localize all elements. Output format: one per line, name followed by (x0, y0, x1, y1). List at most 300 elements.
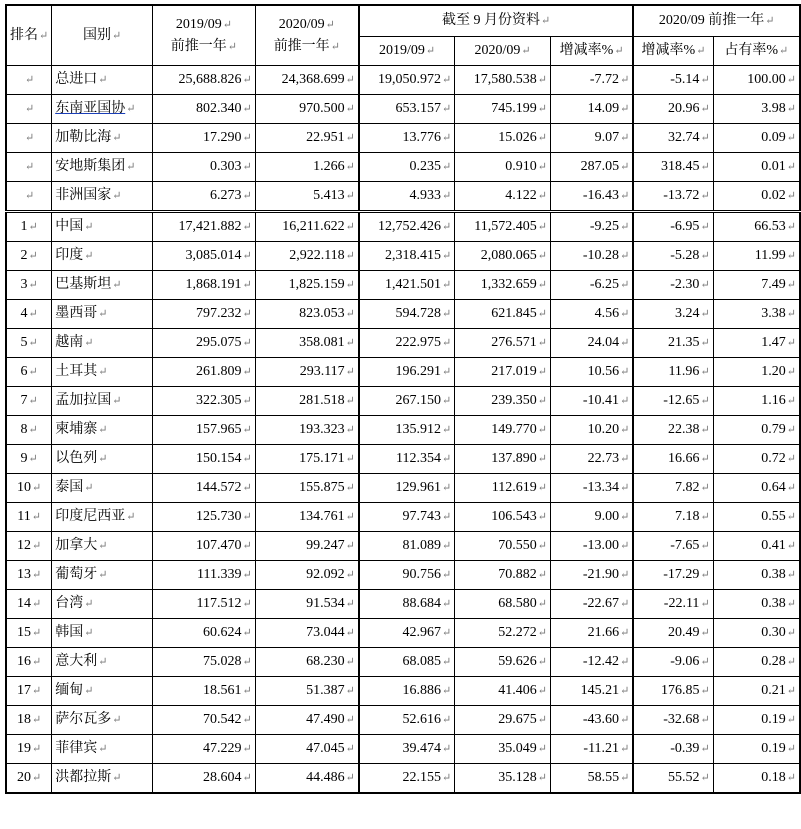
paragraph-mark-icon: ↵ (786, 366, 796, 378)
cum-2020-cell (455, 648, 551, 677)
paragraph-mark-icon: ↵ (98, 540, 108, 552)
growth2-cell-text: 11.96 (668, 364, 700, 379)
value-2019-cell-text: 47.229 (203, 741, 242, 756)
rank-cell (6, 242, 52, 271)
paragraph-mark-icon: ↵ (620, 221, 630, 233)
paragraph-mark-icon: ↵ (700, 279, 710, 291)
rank-cell (6, 445, 52, 474)
growth-cell-text: 10.20 (587, 422, 620, 437)
share-cell (713, 271, 800, 300)
paragraph-mark-icon: ↵ (537, 103, 547, 115)
paragraph-mark-icon: ↵ (98, 424, 108, 436)
paragraph-mark-icon: ↵ (537, 337, 547, 349)
paragraph-mark-icon: ↵ (345, 511, 355, 523)
share-cell (713, 532, 800, 561)
value-2019-cell (153, 182, 256, 212)
share-cell (713, 242, 800, 271)
cum-2020-cell (455, 503, 551, 532)
paragraph-mark-icon: ↵ (786, 190, 796, 202)
value-2019-cell-text: 797.232 (196, 306, 242, 321)
paragraph-mark-icon: ↵ (620, 103, 630, 115)
rank-cell (6, 212, 52, 242)
paragraph-mark-icon: ↵ (242, 598, 252, 610)
growth-cell-text: 10.56 (587, 364, 620, 379)
growth-cell (550, 706, 633, 735)
value-2020-cell-text: 91.534 (306, 596, 345, 611)
paragraph-mark-icon: ↵ (28, 453, 38, 465)
paragraph-mark-icon: ↵ (242, 308, 252, 320)
growth2-cell-text: -32.68 (663, 712, 700, 727)
rank-cell (6, 182, 52, 212)
paragraph-mark-icon: ↵ (32, 482, 42, 494)
value-2019-cell-text: 322.305 (196, 393, 242, 408)
share-cell-text: 1.16 (761, 393, 786, 408)
paragraph-mark-icon: ↵ (345, 482, 355, 494)
paragraph-mark-icon: ↵ (441, 395, 452, 407)
growth-cell (550, 416, 633, 445)
country-cell (52, 387, 153, 416)
country-cell (52, 153, 153, 182)
growth-cell (550, 532, 633, 561)
cum-2019-cell-text: 267.150 (395, 393, 441, 408)
growth-cell (550, 387, 633, 416)
paragraph-mark-icon: ↵ (537, 395, 547, 407)
paragraph-mark-icon: ↵ (112, 714, 122, 726)
paragraph-mark-icon: ↵ (786, 337, 796, 349)
rank-cell-text: 14 (17, 596, 31, 611)
paragraph-mark-icon: ↵ (620, 627, 630, 639)
value-2020-cell-text: 73.044 (306, 625, 345, 640)
value-2019-cell-text: 1,868.191 (185, 277, 242, 292)
country-cell (52, 300, 153, 329)
paragraph-mark-icon: ↵ (700, 540, 710, 552)
value-2020-cell-text: 134.761 (299, 509, 345, 524)
value-2020-cell (255, 387, 359, 416)
country-cell (52, 590, 153, 619)
paragraph-mark-icon: ↵ (32, 714, 42, 726)
import-table-wrapper (5, 4, 801, 794)
value-2020-cell-text: 22.951 (306, 130, 345, 145)
value-2019-cell (153, 590, 256, 619)
value-2020-cell-text: 44.486 (306, 770, 345, 785)
country-cell-text: 加拿大 (55, 538, 98, 553)
cum-2019-cell (359, 648, 455, 677)
paragraph-mark-icon: ↵ (25, 161, 35, 173)
paragraph-mark-icon: ↵ (28, 308, 38, 320)
value-2019-cell-text: 3,085.014 (185, 248, 242, 263)
value-2019-cell (153, 66, 256, 95)
paragraph-mark-icon: ↵ (441, 656, 452, 668)
cum-2020-cell-text: 745.199 (491, 101, 537, 116)
table-row (6, 300, 800, 329)
paragraph-mark-icon: ↵ (28, 424, 38, 436)
col-2020-header: 2020/09↵ 前推一年↵ (255, 5, 359, 66)
rank-cell-text: 10 (17, 480, 31, 495)
country-cell (52, 561, 153, 590)
country-cell-text: 总进口 (55, 72, 98, 87)
cum-2020-cell-text: 70.882 (498, 567, 537, 582)
share-cell (713, 677, 800, 706)
cum-2020-cell (455, 271, 551, 300)
paragraph-mark-icon: ↵ (28, 366, 38, 378)
cum-2019-cell-text: 81.089 (402, 538, 441, 553)
value-2019-cell (153, 474, 256, 503)
paragraph-mark-icon: ↵ (537, 598, 547, 610)
cum-2020-cell (455, 358, 551, 387)
table-row (6, 648, 800, 677)
cum-2020-cell-text: 106.543 (491, 509, 537, 524)
paragraph-mark-icon: ↵ (345, 221, 355, 233)
growth-cell (550, 242, 633, 271)
growth-cell (550, 300, 633, 329)
paragraph-mark-icon: ↵ (620, 482, 630, 494)
paragraph-mark-icon: ↵ (786, 482, 796, 494)
country-cell-text: 台湾 (55, 596, 84, 611)
country-cell (52, 735, 153, 764)
country-cell (52, 182, 153, 212)
cum-2020-cell (455, 764, 551, 794)
share-cell (713, 95, 800, 124)
paragraph-mark-icon: ↵ (441, 714, 452, 726)
growth-cell (550, 445, 633, 474)
value-2019-cell (153, 677, 256, 706)
growth-cell-text: 24.04 (587, 335, 620, 350)
value-2019-cell (153, 561, 256, 590)
share-cell (713, 503, 800, 532)
growth-cell (550, 619, 633, 648)
paragraph-mark-icon: ↵ (700, 714, 710, 726)
value-2019-cell (153, 95, 256, 124)
value-2020-cell (255, 124, 359, 153)
value-2019-cell (153, 445, 256, 474)
rank-cell (6, 474, 52, 503)
paragraph-mark-icon: ↵ (112, 279, 122, 291)
growth-cell (550, 358, 633, 387)
cum-2020-cell (455, 66, 551, 95)
paragraph-mark-icon: ↵ (112, 132, 122, 144)
paragraph-mark-icon: ↵ (620, 685, 630, 697)
paragraph-mark-icon: ↵ (84, 337, 94, 349)
rank-cell (6, 735, 52, 764)
value-2019-cell-text: 70.542 (203, 712, 242, 727)
country-cell (52, 474, 153, 503)
value-2020-cell-text: 175.171 (299, 451, 345, 466)
paragraph-mark-icon: ↵ (620, 395, 630, 407)
paragraph-mark-icon: ↵ (345, 74, 355, 86)
paragraph-mark-icon: ↵ (537, 308, 547, 320)
value-2020-cell (255, 561, 359, 590)
value-2020-cell (255, 66, 359, 95)
growth-cell-text: -11.21 (583, 741, 620, 756)
paragraph-mark-icon: ↵ (786, 161, 796, 173)
value-2020-cell-text: 5.413 (313, 188, 345, 203)
country-cell-text: 菲律宾 (55, 741, 98, 756)
paragraph-mark-icon: ↵ (537, 511, 547, 523)
growth2-cell (633, 66, 713, 95)
value-2019-cell (153, 212, 256, 242)
cum-2019-cell (359, 212, 455, 242)
country-cell (52, 503, 153, 532)
paragraph-mark-icon: ↵ (242, 103, 252, 115)
share-cell-text: 0.02 (761, 188, 786, 203)
rank-cell-text: 6 (20, 364, 28, 379)
cum-2020-cell-text: 17,580.538 (473, 72, 537, 87)
paragraph-mark-icon: ↵ (786, 685, 796, 697)
table-row (6, 445, 800, 474)
value-2020-cell-text: 293.117 (299, 364, 345, 379)
growth2-cell (633, 124, 713, 153)
growth2-cell (633, 416, 713, 445)
paragraph-mark-icon: ↵ (620, 453, 630, 465)
rank-cell-text: 1 (20, 219, 28, 234)
paragraph-mark-icon: ↵ (242, 714, 252, 726)
value-2019-cell-text: 144.572 (196, 480, 242, 495)
group-row (6, 182, 800, 212)
share-cell (713, 153, 800, 182)
share-cell-text: 1.20 (761, 364, 786, 379)
value-2020-cell (255, 95, 359, 124)
growth2-cell-text: -5.28 (670, 248, 700, 263)
paragraph-mark-icon: ↵ (700, 453, 710, 465)
paragraph-mark-icon: ↵ (25, 132, 35, 144)
growth2-cell-text: 7.18 (674, 509, 700, 524)
value-2020-cell (255, 532, 359, 561)
paragraph-mark-icon: ↵ (700, 569, 710, 581)
paragraph-mark-icon: ↵ (441, 308, 452, 320)
paragraph-mark-icon: ↵ (32, 627, 42, 639)
rank-cell (6, 416, 52, 445)
cum-2019-cell (359, 153, 455, 182)
rank-header: 排名↵ (6, 5, 52, 66)
paragraph-mark-icon: ↵ (242, 511, 252, 523)
growth2-cell (633, 590, 713, 619)
country-cell-text: 葡萄牙 (55, 567, 98, 582)
growth-cell-text: -13.34 (582, 480, 620, 495)
value-2020-cell (255, 474, 359, 503)
paragraph-mark-icon: ↵ (700, 337, 710, 349)
value-2020-cell-text: 2,922.118 (289, 248, 345, 263)
share-cell-text: 0.38 (761, 567, 786, 582)
value-2019-cell-text: 295.075 (196, 335, 242, 350)
growth2-cell-text: 16.66 (667, 451, 700, 466)
growth2-cell-text: 21.35 (667, 335, 700, 350)
value-2019-cell-text: 6.273 (210, 188, 242, 203)
growth2-cell (633, 153, 713, 182)
rank-cell (6, 677, 52, 706)
growth-cell-text: -10.41 (582, 393, 620, 408)
paragraph-mark-icon: ↵ (98, 366, 108, 378)
paragraph-mark-icon: ↵ (441, 772, 452, 784)
cum-2020-cell-text: 68.580 (498, 596, 537, 611)
share-cell (713, 590, 800, 619)
rank-cell (6, 503, 52, 532)
share-cell (713, 358, 800, 387)
paragraph-mark-icon: ↵ (620, 161, 630, 173)
paragraph-mark-icon: ↵ (700, 772, 710, 784)
value-2020-cell (255, 503, 359, 532)
rank-cell (6, 561, 52, 590)
share-cell (713, 561, 800, 590)
paragraph-mark-icon: ↵ (620, 714, 630, 726)
table-row (6, 764, 800, 794)
paragraph-mark-icon: ↵ (28, 337, 38, 349)
rank-cell (6, 619, 52, 648)
sub-2019-header: 2019/09↵ (359, 37, 455, 66)
cum-2020-cell (455, 329, 551, 358)
share-cell (713, 735, 800, 764)
growth2-cell (633, 329, 713, 358)
paragraph-mark-icon: ↵ (441, 627, 452, 639)
growth2-cell (633, 532, 713, 561)
growth-cell (550, 212, 633, 242)
paragraph-mark-icon: ↵ (537, 656, 547, 668)
paragraph-mark-icon: ↵ (242, 569, 252, 581)
cum-2019-cell (359, 416, 455, 445)
growth2-cell (633, 242, 713, 271)
paragraph-mark-icon: ↵ (786, 714, 796, 726)
rank-cell (6, 532, 52, 561)
rank-cell-text: 20 (17, 770, 31, 785)
rank-cell-text: 9 (20, 451, 28, 466)
paragraph-mark-icon: ↵ (84, 685, 94, 697)
table-row (6, 329, 800, 358)
cum-2019-cell (359, 242, 455, 271)
paragraph-mark-icon: ↵ (242, 772, 252, 784)
paragraph-mark-icon: ↵ (112, 190, 122, 202)
paragraph-mark-icon: ↵ (700, 221, 710, 233)
share-cell (713, 387, 800, 416)
cum-2020-cell-text: 137.890 (491, 451, 537, 466)
share-cell-text: 0.01 (761, 159, 786, 174)
paragraph-mark-icon: ↵ (345, 395, 355, 407)
prior-2020-header: 2020/09 前推一年↵ (633, 5, 800, 37)
cum-2019-cell-text: 135.912 (395, 422, 441, 437)
paragraph-mark-icon: ↵ (537, 424, 547, 436)
country-cell (52, 648, 153, 677)
value-2019-cell (153, 358, 256, 387)
cum-2019-cell (359, 474, 455, 503)
cum-2020-cell-text: 621.845 (491, 306, 537, 321)
share-cell-text: 11.99 (754, 248, 786, 263)
paragraph-mark-icon: ↵ (242, 395, 252, 407)
country-cell-text: 安地斯集团 (55, 159, 126, 174)
growth-cell-text: -9.25 (589, 219, 620, 234)
paragraph-mark-icon: ↵ (345, 366, 355, 378)
paragraph-mark-icon: ↵ (537, 627, 547, 639)
country-cell (52, 95, 153, 124)
table-row (6, 212, 800, 242)
rank-cell-text: 16 (17, 654, 31, 669)
cum-2020-cell (455, 677, 551, 706)
paragraph-mark-icon: ↵ (441, 511, 452, 523)
growth-cell (550, 648, 633, 677)
growth2-cell (633, 619, 713, 648)
share-cell-text: 0.72 (761, 451, 786, 466)
growth-cell-text: 9.07 (594, 130, 620, 145)
cum-2020-cell (455, 95, 551, 124)
cum-2019-cell (359, 182, 455, 212)
cum-2020-cell-text: 2,080.065 (480, 248, 537, 263)
paragraph-mark-icon: ↵ (242, 656, 252, 668)
share-cell (713, 66, 800, 95)
share-cell-text: 0.38 (761, 596, 786, 611)
growth2-cell-text: 3.24 (674, 306, 700, 321)
paragraph-mark-icon: ↵ (620, 337, 630, 349)
cum-2019-cell-text: 42.967 (402, 625, 441, 640)
cum-2020-cell (455, 182, 551, 212)
table-row (6, 619, 800, 648)
paragraph-mark-icon: ↵ (32, 743, 42, 755)
paragraph-mark-icon: ↵ (620, 74, 630, 86)
cum-2019-cell-text: 594.728 (395, 306, 441, 321)
share-cell-text: 0.18 (761, 770, 786, 785)
rank-cell (6, 706, 52, 735)
growth2-cell-text: -9.06 (670, 654, 700, 669)
paragraph-mark-icon: ↵ (242, 132, 252, 144)
paragraph-mark-icon: ↵ (786, 453, 796, 465)
value-2019-cell (153, 503, 256, 532)
paragraph-mark-icon: ↵ (537, 482, 547, 494)
country-cell-text: 印度 (55, 248, 84, 263)
growth2-cell (633, 735, 713, 764)
cum-2019-cell-text: 112.354 (395, 451, 441, 466)
cum-2019-cell (359, 445, 455, 474)
table-row (6, 387, 800, 416)
paragraph-mark-icon: ↵ (242, 190, 252, 202)
value-2019-cell (153, 242, 256, 271)
paragraph-mark-icon: ↵ (28, 221, 38, 233)
value-2019-cell (153, 648, 256, 677)
value-2020-cell-text: 47.045 (306, 741, 345, 756)
cum-2020-cell-text: 149.770 (491, 422, 537, 437)
growth2-cell (633, 648, 713, 677)
growth2-header: 增减率%↵ (633, 37, 713, 66)
table-row (6, 271, 800, 300)
paragraph-mark-icon: ↵ (98, 743, 108, 755)
table-row (6, 735, 800, 764)
cum-2019-cell-text: 22.155 (402, 770, 441, 785)
value-2019-cell-text: 17,421.882 (178, 219, 242, 234)
share-cell (713, 182, 800, 212)
paragraph-mark-icon: ↵ (537, 132, 547, 144)
growth2-cell-text: -7.65 (670, 538, 700, 553)
table-row (6, 416, 800, 445)
country-cell-text: 墨西哥 (55, 306, 98, 321)
growth-cell (550, 66, 633, 95)
country-cell (52, 706, 153, 735)
cum-2019-cell (359, 95, 455, 124)
share-header: 占有率%↵ (713, 37, 800, 66)
value-2020-cell-text: 155.875 (299, 480, 345, 495)
cum-2019-cell-text: 68.085 (402, 654, 441, 669)
paragraph-mark-icon: ↵ (700, 627, 710, 639)
paragraph-mark-icon: ↵ (441, 366, 452, 378)
paragraph-mark-icon: ↵ (620, 279, 630, 291)
cum-2020-cell-text: 4.122 (505, 188, 537, 203)
paragraph-mark-icon: ↵ (25, 190, 35, 202)
value-2020-cell (255, 329, 359, 358)
paragraph-mark-icon: ↵ (242, 74, 252, 86)
share-cell (713, 706, 800, 735)
country-cell (52, 212, 153, 242)
paragraph-mark-icon: ↵ (28, 395, 38, 407)
rank-cell-text: 13 (17, 567, 31, 582)
paragraph-mark-icon: ↵ (345, 250, 355, 262)
paragraph-mark-icon: ↵ (32, 772, 42, 784)
paragraph-mark-icon: ↵ (345, 424, 355, 436)
country-cell (52, 271, 153, 300)
value-2019-cell-text: 111.339 (197, 567, 242, 582)
